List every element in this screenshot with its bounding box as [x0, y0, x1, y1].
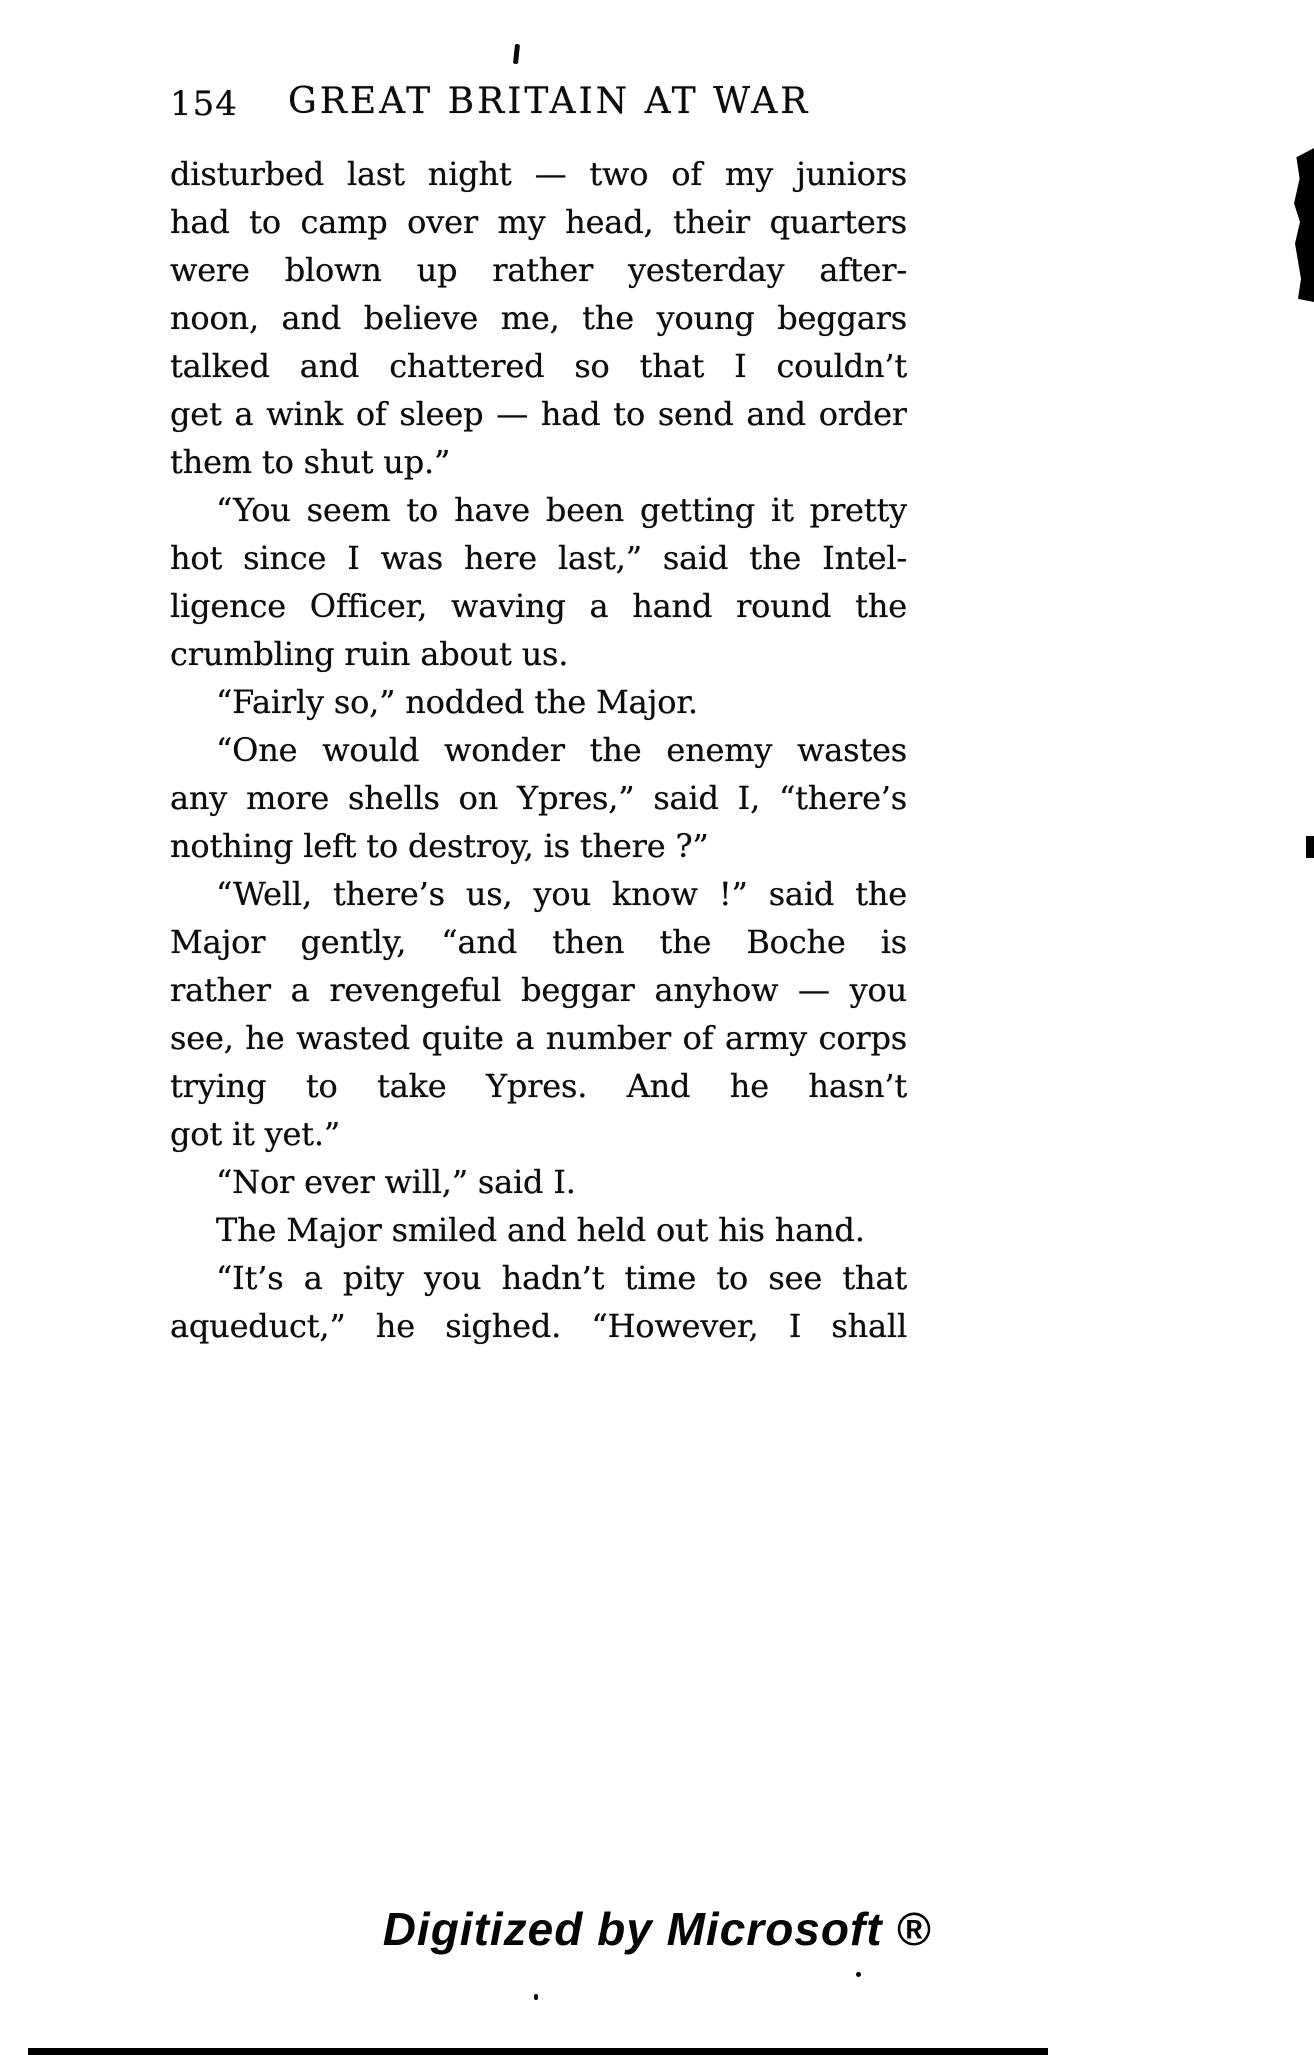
- text-line: disturbed last night — two of my juniors: [170, 155, 907, 193]
- text-line: get a wink of sleep — had to send and order: [170, 395, 907, 433]
- text-line: “Fairly so,” nodded the Major.: [216, 683, 698, 721]
- running-title: GREAT BRITAIN AT WAR: [288, 81, 811, 122]
- bottom-scan-shadow-bar: [28, 2048, 1048, 2055]
- right-margin-ink-blob: [1294, 148, 1314, 302]
- text-line: any more shells on Ypres,” said I, “there’s: [170, 779, 907, 817]
- ink-speck: [856, 1972, 861, 1977]
- text-line: crumbling ruin about us.: [170, 635, 569, 673]
- text-line: hot since I was here last,” said the Intel-: [170, 539, 907, 577]
- text-line: trying to take Ypres. And he hasn’t: [170, 1067, 907, 1105]
- text-line: “One would wonder the enemy wastes: [216, 731, 907, 769]
- text-line: aqueduct,” he sighed. “However, I shall: [170, 1307, 907, 1345]
- digitized-watermark: Digitized by Microsoft ®: [382, 1903, 932, 1955]
- text-line: “It’s a pity you hadn’t time to see that: [216, 1259, 907, 1297]
- text-line: noon, and believe me, the young beggars: [170, 299, 907, 337]
- text-line: Major gently, “and then the Boche is: [170, 923, 907, 961]
- text-line: “Nor ever will,” said I.: [216, 1163, 576, 1201]
- text-line: were blown up rather yesterday after-: [170, 251, 907, 289]
- body-text-column: [170, 150, 907, 1350]
- text-line: rather a revengeful beggar anyhow — you: [170, 971, 907, 1009]
- text-line: see, he wasted quite a number of army corps: [170, 1019, 907, 1057]
- text-line: ligence Officer, waving a hand round the: [170, 587, 907, 625]
- text-line: had to camp over my head, their quarters: [170, 203, 907, 241]
- text-line: them to shut up.”: [170, 443, 451, 481]
- right-margin-ink-tick: [1306, 836, 1314, 858]
- stray-ink-mark: [513, 44, 520, 64]
- text-line: got it yet.”: [170, 1115, 341, 1153]
- text-line: “Well, there’s us, you know !” said the: [216, 875, 907, 913]
- text-line: talked and chattered so that I couldn’t: [170, 347, 907, 385]
- text-line: The Major smiled and held out his hand.: [216, 1211, 865, 1249]
- ink-speck: [534, 1994, 538, 2000]
- text-line: nothing left to destroy, is there ?”: [170, 827, 709, 865]
- page-number: 154: [170, 84, 238, 124]
- text-line: “You seem to have been getting it pretty: [216, 491, 907, 529]
